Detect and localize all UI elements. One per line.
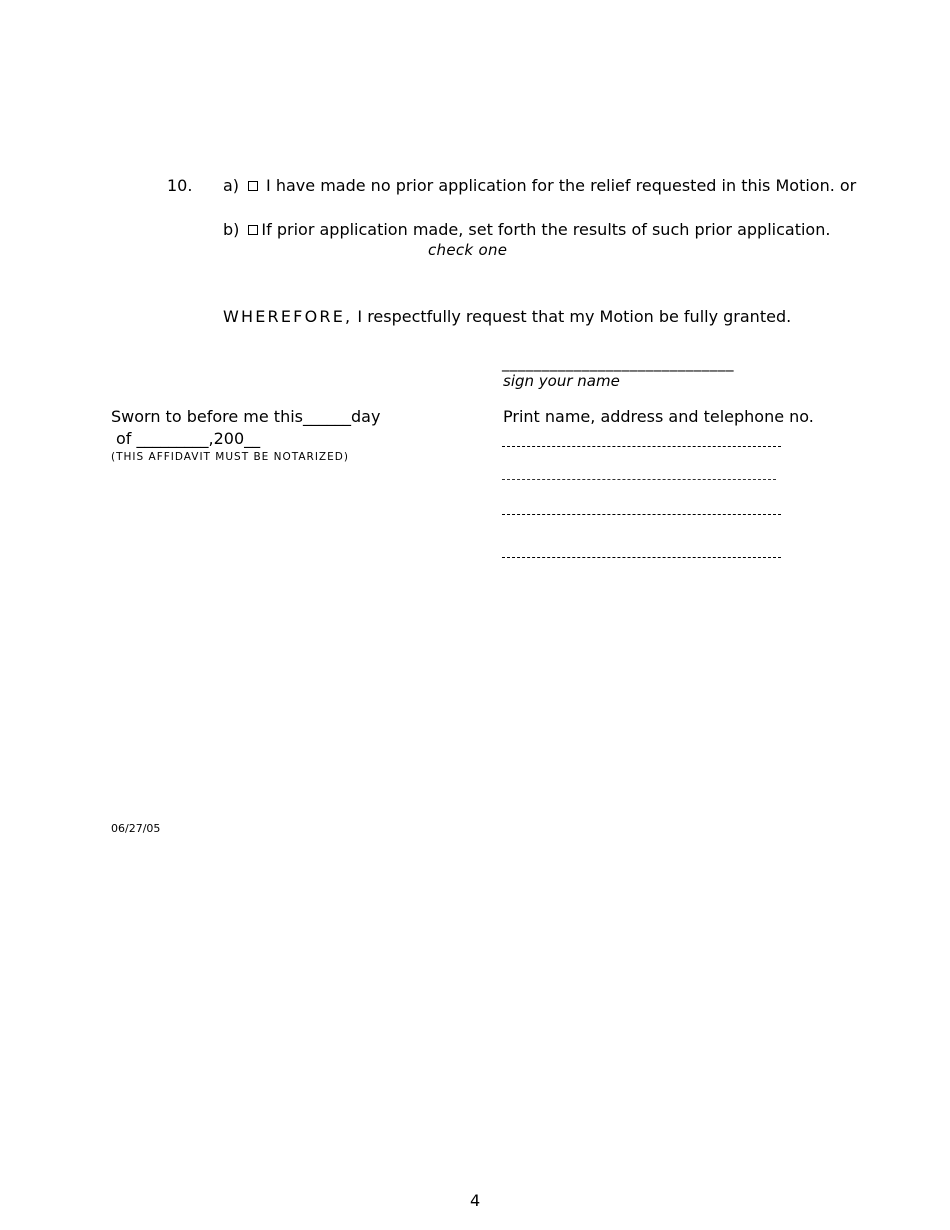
signature-label: sign your name [503, 372, 620, 390]
wherefore-keyword: WHEREFORE, [223, 307, 353, 326]
option-a [223, 176, 856, 195]
wherefore-clause [223, 307, 791, 326]
option-a-label: a) [223, 176, 240, 195]
sworn-statement: Sworn to before me this______day [111, 407, 381, 426]
signature-line[interactable]: _____________________________ [502, 354, 734, 372]
option-a-text: I have made no prior application for the relief requested in this Motion. or [266, 176, 857, 195]
contact-info-label: Print name, address and telephone no. [503, 407, 814, 426]
page-number: 4 [470, 1191, 481, 1210]
form-revision-date: 06/27/05 [111, 822, 161, 835]
option-b-checkbox[interactable] [248, 225, 258, 235]
item-number: 10. [167, 176, 193, 195]
notarization-notice: (THIS AFFIDAVIT MUST BE NOTARIZED) [111, 451, 349, 463]
option-a-checkbox[interactable] [248, 181, 258, 191]
contact-line-name[interactable] [502, 446, 781, 447]
contact-line-address-2[interactable] [502, 514, 781, 515]
check-one-hint: check one [428, 241, 508, 259]
option-b-label: b) [223, 220, 240, 239]
contact-line-address-1[interactable] [502, 479, 776, 480]
contact-line-telephone[interactable] [502, 557, 781, 558]
sworn-date-line: of _________,200__ [116, 429, 261, 448]
wherefore-text: I respectfully request that my Motion be fully granted. [352, 307, 792, 326]
option-b [223, 220, 830, 239]
option-b-text: If prior application made, set forth the results of such prior application. [261, 220, 831, 239]
